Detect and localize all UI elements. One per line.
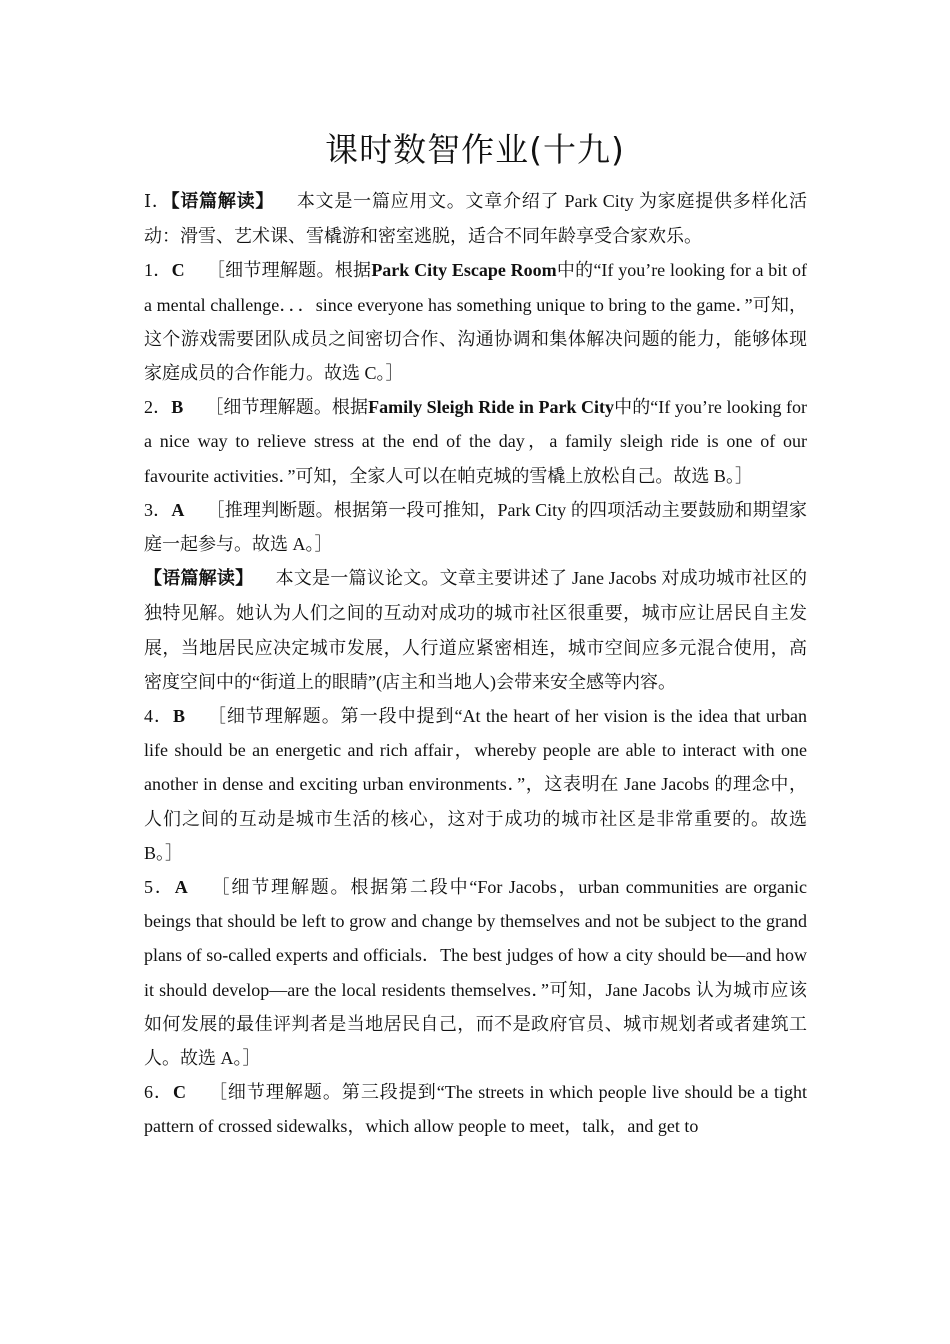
- explanation-text: ［推理判断题。根据第一段可推知，Park City 的四项活动主要鼓励和期望家庭一起参与。故选 A。］: [144, 499, 808, 555]
- answer-letter: B: [171, 397, 184, 418]
- answer-item: [144, 390, 807, 493]
- explanation-text: ［细节理解题。第一段中提到“At the heart of her vision is the idea that urban life should be an energetic and rich affair，whereby people are able to interact with one another in dense and exciting urban environments．”，这表明在 Jane Jacobs 的理念中，人们之间的互动是城市生活的核心，这对于成功的城市社区是非常重要的。故选 B。］: [144, 706, 808, 863]
- explanation-bold: Park City Escape Room: [371, 260, 557, 281]
- answer-item: [144, 493, 807, 561]
- answer-letter: B: [172, 706, 185, 727]
- explanation-text: 中的“If you’re looking for a nice way to relieve stress at the end of the day，a family sleigh ride is one of our favourite activities．”可知，全家人可以在帕克城的雪橇上放松自己。故选 B。］: [144, 397, 808, 486]
- question-number: 6．: [144, 1082, 173, 1103]
- question-number: 2．: [144, 397, 172, 418]
- answer-item: [144, 1075, 807, 1143]
- explanation-text: ［细节理解题。根据: [206, 260, 372, 281]
- answer-item: [144, 699, 807, 870]
- answer-letter: C: [172, 1082, 186, 1103]
- explanation-text: ［细节理解题。根据第二段中“For Jacobs，urban communities are organic beings that should be left to grow and change by themselves and not be subject to the grand plans of so-called experts and officials．The best judges of how a city should be—and how it should develop—are the local residents themselves．”可知，Jane Jacobs 认为城市应该如何发展的最佳评判者是当地居民自己，而不是政府官员、城市规划者或者建筑工人。故选 A。］: [144, 877, 808, 1069]
- answer-letter: C: [171, 260, 185, 281]
- passage-heading: 【语篇解读】: [170, 191, 275, 212]
- passage-intro-2: [144, 561, 807, 699]
- answer-item: [144, 870, 807, 1075]
- page-title: 课时数智作业(十九): [325, 130, 625, 169]
- answer-letter: A: [174, 877, 188, 898]
- explanation-text: ［细节理解题。根据: [205, 397, 369, 418]
- passage-heading: 【语篇解读】: [144, 568, 254, 590]
- passage-summary: 本文是一篇议论文。文章主要讲述了 Jane Jacobs 对成功城市社区的独特见解。她认为人们之间的互动对成功的城市社区很重要，城市应让居民自主发展，当地居民应决定城市发展，人行道应紧密相连，城市空间应多元混合使用，高密度空间中的“街道上的眼睛”(店主和当地人)会带来安全感等内容。: [144, 568, 807, 692]
- answer-letter: A: [171, 499, 185, 520]
- passage-intro-1: [144, 184, 807, 253]
- passage-summary: 本文是一篇应用文。文章介绍了 Park City 为家庭提供多样化活动：滑雪、艺术课、雪橇游和密室逃脱，适合不同年龄享受合家欢乐。: [144, 191, 807, 247]
- explanation-text: ［细节理解题。第三段提到“The streets in which people live should be a tight pattern of crossed sidewalks，which allow people to meet，talk，and get to: [144, 1082, 808, 1137]
- section-number: Ⅰ．: [144, 191, 171, 211]
- question-number: 5．: [144, 877, 175, 898]
- question-number: 1．: [144, 260, 172, 281]
- question-number: 3．: [144, 499, 172, 520]
- document-body: [144, 184, 807, 1144]
- answer-item: [144, 253, 807, 390]
- explanation-bold: Family Sleigh Ride in Park City: [368, 397, 615, 418]
- question-number: 4．: [144, 706, 173, 727]
- explanation-text: 中的“If you’re looking for a bit of a mental challenge．．．since everyone has something unique to bring to the game．”可知，这个游戏需要团队成员之间密切合作、沟通协调和集体解决问题的能力，能够体现家庭成员的合作能力。故选 C。］: [144, 260, 808, 384]
